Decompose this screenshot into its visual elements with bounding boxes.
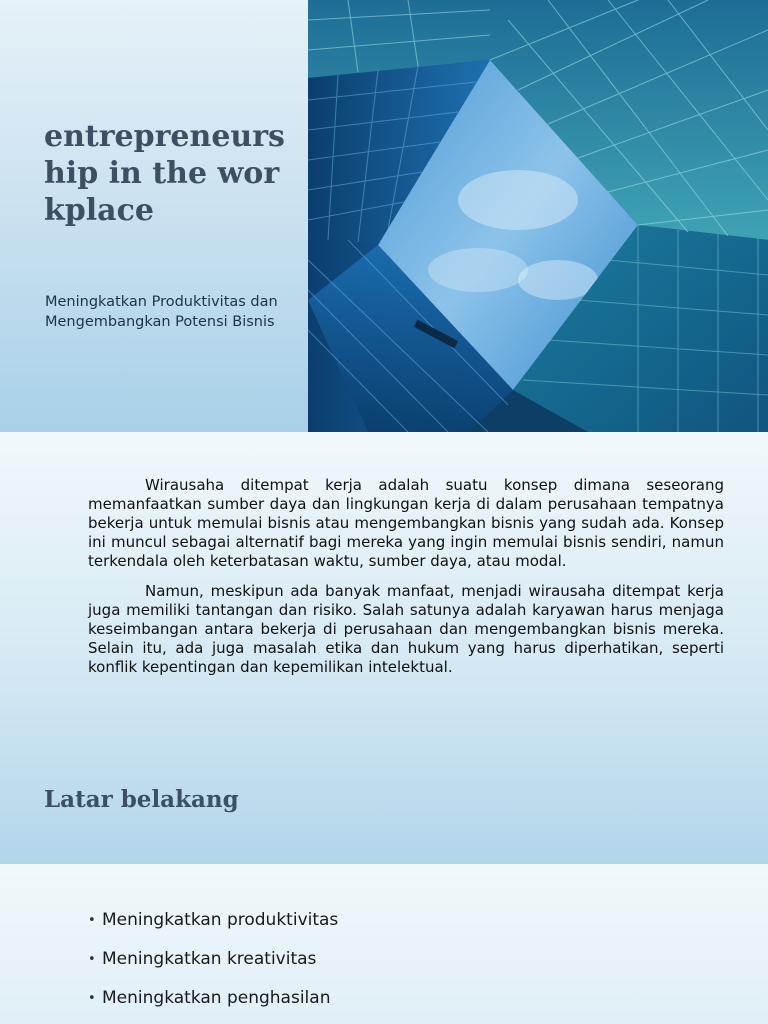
list-item [88,910,338,949]
list-item-label: Meningkatkan kreativitas [102,949,317,969]
content-slide [0,432,768,864]
slide-subtitle: Meningkatkan Produktivitas dan Mengembangkan Potensi Bisnis [45,294,278,330]
list-item-label: Meningkatkan produktivitas [102,910,339,930]
section-heading: Latar belakang [44,786,239,813]
list-item [88,949,338,988]
list-item-label: Meningkatkan penghasilan [102,988,331,1008]
title-slide [0,0,768,432]
bullet-slide [0,864,768,1024]
bullet-icon: • [88,991,96,1006]
building-photo [308,0,768,432]
paragraph-2: Namun, meskipun ada banyak manfaat, menjadi wirausaha ditempat kerja juga memiliki tantangan dan risiko. Salah satunya adalah karyawan harus menjaga keseimbangan antara bekerja di perusahaan dan mengembangkan bisnis mereka. Selain itu, ada juga masalah etika dan hukum yang harus diperhatikan, seperti konflik kepentingan dan kepemilikan intelektual. [88,582,724,676]
body-text [88,476,724,677]
bullet-icon: • [88,952,96,967]
paragraph-1: Wirausaha ditempat kerja adalah suatu konsep dimana seseorang memanfaatkan sumber daya dan lingkungan kerja di dalam perusahaan tempatnya bekerja untuk memulai bisnis atau mengembangkan bisnis yang sudah ada. Konsep ini muncul sebagai alternatif bagi mereka yang ingin memulai bisnis sendiri, namun terkendala oleh keterbatasan waktu, sumber daya, atau modal. [88,476,724,570]
slide-title: entrepreneurship in the workplace [44,119,285,228]
building-illustration [308,0,768,432]
list-item [88,988,338,1024]
title-text-panel [0,0,308,432]
bullet-icon: • [88,913,96,928]
bullet-list [88,910,338,1024]
